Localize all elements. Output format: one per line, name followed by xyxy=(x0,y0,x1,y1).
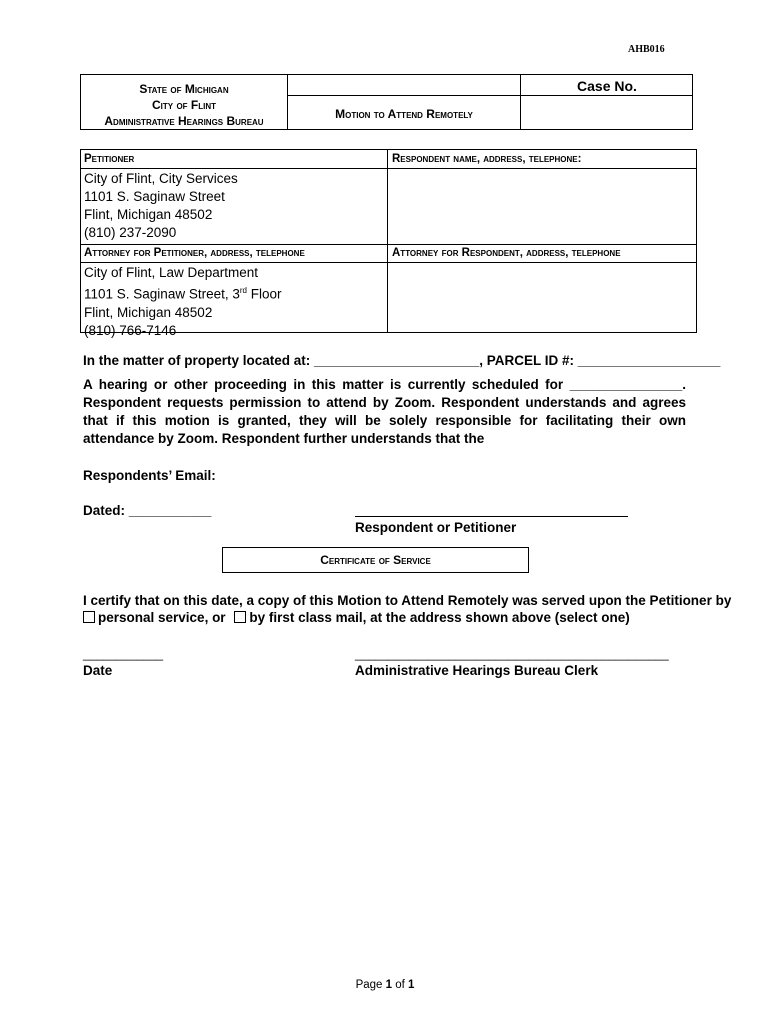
agency-block xyxy=(81,81,287,129)
request-paragraph: A hearing or other proceeding in this matter is currently scheduled for _______________. Respondent requests permission to attend by Zoom. Respondent understands and agrees that if this motion is granted, they will be solely responsible for facilitating their own attendance by Zoom. Respondent further understands that the xyxy=(83,377,686,446)
signature-caption: Respondent or Petitioner xyxy=(355,520,517,535)
property-line: In the matter of property located at: ______________________, PARCEL ID #: ___________________ xyxy=(83,353,721,368)
personal-service-label: personal service, or xyxy=(98,610,226,625)
agency-state: State of Michigan xyxy=(139,82,229,96)
page-number: Page 1 of 1 xyxy=(355,979,415,991)
dated-label: Dated: ___________ xyxy=(83,503,212,518)
attorney-line: (810) 766-7146 xyxy=(84,322,177,338)
petitioner-line: 1101 S. Saginaw Street xyxy=(84,189,225,204)
header-table xyxy=(80,74,693,130)
agency-bureau: Administrative Hearings Bureau xyxy=(104,114,264,128)
attorney-petitioner-address xyxy=(84,264,282,340)
respondent-label: Respondent name, address, telephone: xyxy=(392,153,582,165)
attorney-petitioner-label: Attorney for Petitioner, address, telephone xyxy=(84,247,305,259)
attorney-line: City of Flint, Law Department xyxy=(84,265,259,280)
service-options xyxy=(83,610,630,625)
attorney-respondent-label: Attorney for Respondent, address, telephone xyxy=(392,247,621,259)
case-no-label: Case No. xyxy=(577,78,637,94)
date-label: Date xyxy=(83,663,113,678)
first-class-mail-checkbox[interactable] xyxy=(234,611,246,623)
clerk-blank: _______________________________________________ xyxy=(355,647,669,661)
petitioner-label: Petitioner xyxy=(84,153,135,165)
agency-city: City of Flint xyxy=(152,98,216,112)
certificate-title: Certificate of Service xyxy=(222,547,529,573)
petitioner-line: Flint, Michigan 48502 xyxy=(84,207,213,222)
parties-table xyxy=(80,149,697,338)
clerk-label: Administrative Hearings Bureau Clerk xyxy=(355,663,599,678)
form-code: AHB016 xyxy=(628,44,665,55)
petitioner-address xyxy=(84,170,238,242)
date-blank: ____________ xyxy=(83,647,164,661)
petitioner-line: (810) 237-2090 xyxy=(84,225,177,240)
petitioner-line: City of Flint, City Services xyxy=(84,171,238,186)
attorney-line: Flint, Michigan 48502 xyxy=(84,304,213,320)
first-class-mail-label: by first class mail, at the address shown above (select one) xyxy=(249,610,630,625)
personal-service-checkbox[interactable] xyxy=(83,611,95,623)
certificate-statement: I certify that on this date, a copy of this Motion to Attend Remotely was served upon the Petitioner by xyxy=(83,593,732,608)
email-label: Respondents’ Email: xyxy=(83,468,216,483)
attorney-line: 1101 S. Saginaw Street, 3rd Floor xyxy=(84,286,282,302)
document-title: Motion to Attend Remotely xyxy=(335,107,473,121)
signature-line xyxy=(355,516,628,517)
